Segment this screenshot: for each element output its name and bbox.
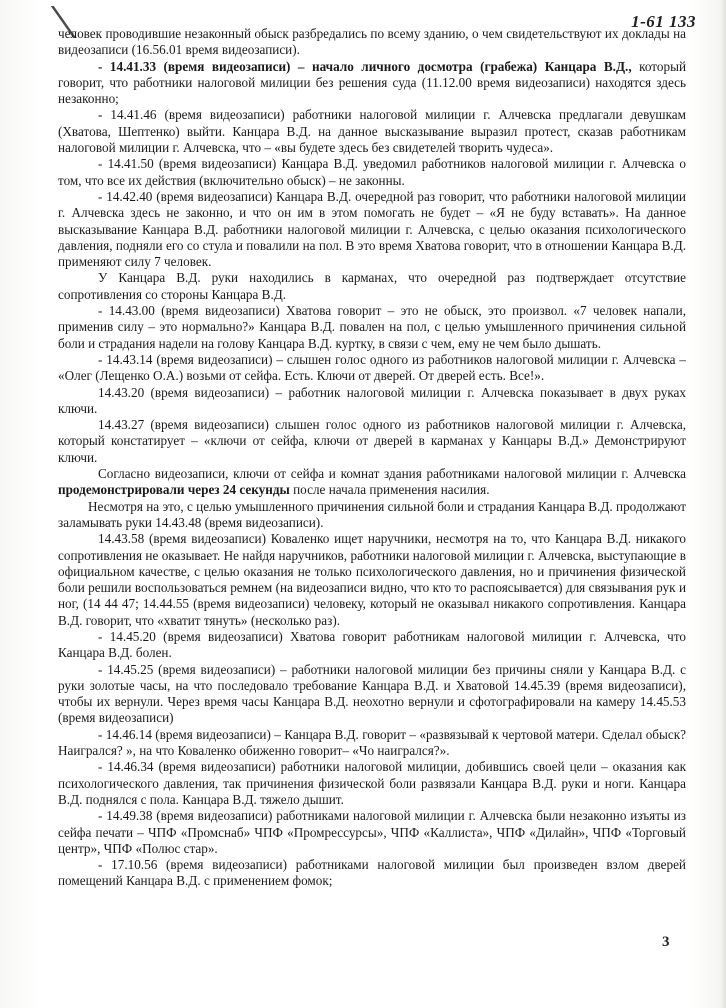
paragraph: 14.43.20 (время видеозаписи) – работник налоговой милиции г. Алчевска показывает в двух руках ключи. xyxy=(58,384,686,416)
document-body xyxy=(58,26,686,890)
paragraph: - 14.42.40 (время видеозаписи) Канцара В.Д. очередной раз говорит, что работники налоговой милиции г. Алчевска здесь не законно, и что он им в этом помогать не будет – «Я не буду вставать». На данное высказывание Канцара В.Д. работники налоговой милиции г. Алчевска, с целью оказания психологического давления, подняли его со стула и повалили на пол. В это время Хватова говорит, что в отношении Канцара В.Д. применяют силу 7 человек. xyxy=(58,188,686,270)
paragraph: - 14.46.14 (время видеозаписи) – Канцара В.Д. говорит – «развязывай к чертовой матери. Сделал обыск? Наигрался? », на что Коваленко обиженно говорит– «Чо наигрался?». xyxy=(58,726,686,759)
scan-edge-shadow xyxy=(720,0,726,1008)
paragraph: 14.43.58 (время видеозаписи) Коваленко ищет наручники, несмотря на то, что Канцара В.Д. никакого сопротивления не оказывает. Не найдя наручников, работники налоговой милиции г. Алчевска, выступающие в официальном качестве, с целью оказания не только психологического давления, но и причинения физической боли решили воспользоваться ремнем (на видеозаписи видно, что кто то распоясывается) для связывания рук и ног, (14 44 47; 14.44.55 (время видеозаписи) человеку, который не оказывал никакого сопротивления. Канцара В.Д. говорит, что «хватит тянуть» (несколько раз). xyxy=(58,531,686,628)
paragraph: - 14.46.34 (время видеозаписи) работники налоговой милиции, добившись своей цели – оказания как психологического давления, так причинения физической боли развязали Канцара В.Д. руки и ноги. Канцара В.Д. поднялся с пола. Канцара В.Д. тяжело дышит. xyxy=(58,759,686,807)
paragraph: - 14.43.00 (время видеозаписи) Хватова говорит – это не обыск, это произвол. «7 человек напали, применив силу – это нормально?» Канцара В.Д. повален на пол, с целью умышленного причинения сильной боли и страдания надели на голову Канцара В.Д. куртку, в связи с чем, ему не чем было дышать. xyxy=(58,303,686,351)
page-number: 3 xyxy=(662,934,670,950)
paragraph: У Канцара В.Д. руки находились в карманах, что очередной раз подтверждает отсутствие сопротивления со стороны Канцара В.Д. xyxy=(58,270,686,302)
paragraph: - 14.49.38 (время видеозаписи) работниками налоговой милиции г. Алчевска были незаконно изъяты из сейфа печати – ЧПФ «Промснаб» ЧПФ «Промрессурсы», ЧПФ «Каллиста», ЧПФ «Дилайн», ЧПФ «Торговый центр», ЧПФ «Полюс стар». xyxy=(58,808,686,856)
sheet-reference: 1-61 133 xyxy=(631,12,696,31)
paragraph: - 14.43.14 (время видеозаписи) – слышен голос одного из работников налоговой милиции г. Алчевска – «Олег (Лещенко О.А.) возьми от сейфа. Есть. Ключи от дверей. От дверей есть. Все!». xyxy=(58,351,686,384)
paragraph: - 14.41.50 (время видеозаписи) Канцара В.Д. уведомил работников налоговой милиции г. Алчевска о том, что все их действия (включительно обыск) – не законны. xyxy=(58,156,686,188)
paragraph: - 14.45.25 (время видеозаписи) – работники налоговой милиции без причины сняли у Канцара В.Д. с руки золотые часы, на что последовало требование Канцара В.Д. и Хватовой 14.45.39 (время видеозаписи), чтобы их вернули. Через время часы Канцара В.Д. неохотно вернули и сфотографировали на камеру 14.45.53 (время видеозаписи) xyxy=(58,661,686,726)
paragraph: человек проводившие незаконный обыск разбредались по всему зданию, о чем свидетельствуют их доклады на видеозаписи (16.56.01 время видеозаписи). xyxy=(58,26,686,58)
paragraph: 14.43.27 (время видеозаписи) слышен голос одного из работников налоговой милиции г. Алчевска, который констатирует – «ключи от сейфа, ключи от дверей в карманах у Канцары В.Д.» Демонстрируют ключи. xyxy=(58,417,686,465)
paragraph: - 14.45.20 (время видеозаписи) Хватова говорит работникам налоговой милиции г. Алчевска, что Канцара В.Д. болен. xyxy=(58,628,686,661)
paragraph: Несмотря на это, с целью умышленного причинения сильной боли и страдания Канцара В.Д. продолжают заламывать руки 14.43.48 (время видеозаписи). xyxy=(58,498,686,530)
paragraph: - 17.10.56 (время видеозаписи) работниками налоговой милиции был произведен взлом дверей помещений Канцара В.Д. с применением фомок; xyxy=(58,857,686,889)
paragraph: - 14.41.46 (время видеозаписи) работники налоговой милиции г. Алчевска предлагали девушкам (Хватова, Шептенко) выйти. Канцара В.Д. на данное высказывание выразил протест, сказав работникам налоговой милиции г. Алчевска, что – «вы будете здесь без свидетелей творить чудеса». xyxy=(58,107,686,156)
paragraph: - 14.41.33 (время видеозаписи) – начало личного досмотра (грабежа) Канцара В.Д., который говорит, что работники налоговой милиции без решения суда (11.12.00 время видеозаписи) находятся здесь незаконно; xyxy=(58,58,686,107)
paragraph: Согласно видеозаписи, ключи от сейфа и комнат здания работниками налоговой милиции г. Алчевска продемонстрировали через 24 секунды после начала применения насилия. xyxy=(58,466,686,498)
